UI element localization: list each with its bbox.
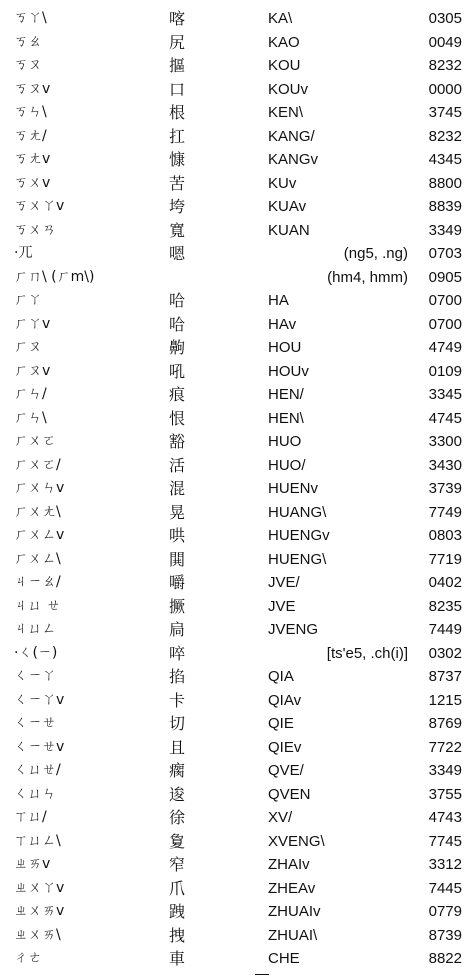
code-cell: 3349 xyxy=(428,762,462,779)
table-row xyxy=(0,783,468,807)
table-row xyxy=(0,900,468,924)
romanization-cell: XVENG\ xyxy=(268,832,325,850)
romanization-cell: ZHAIv xyxy=(268,856,310,873)
code-cell: 0109 xyxy=(428,362,462,380)
table-row xyxy=(0,712,468,736)
table-row xyxy=(0,266,468,290)
romanization-cell: ZHUAIv xyxy=(268,903,321,920)
code-cell: 7722 xyxy=(428,738,462,756)
code-cell: 4345 xyxy=(428,151,462,168)
table-row xyxy=(0,7,468,31)
zhuyin-cell: ㄏㄨㄥv xyxy=(14,527,65,543)
pronunciation-note: (ng5, .ng) xyxy=(343,245,408,262)
table-row xyxy=(0,618,468,642)
romanization-cell: HOU xyxy=(268,339,302,356)
character-cell: 逡 xyxy=(168,784,185,804)
zhuyin-cell: ㄎㄤv xyxy=(14,151,51,167)
character-cell: 恨 xyxy=(168,408,185,428)
table-row xyxy=(0,806,468,830)
code-cell: 0700 xyxy=(428,315,462,333)
zhuyin-cell: ㄐㄧㄠ/ xyxy=(14,574,61,590)
character-cell: 活 xyxy=(168,455,185,475)
table-row xyxy=(0,430,468,454)
table-row xyxy=(0,689,468,713)
table-row xyxy=(0,759,468,783)
zhuyin-cell: ㄔㄜ xyxy=(14,950,42,966)
character-cell: 哈 xyxy=(168,314,185,334)
code-cell: 3755 xyxy=(428,785,462,803)
character-cell: 混 xyxy=(168,479,185,498)
table-row xyxy=(0,571,468,595)
code-cell: 0703 xyxy=(428,245,462,262)
code-cell: 7719 xyxy=(428,550,462,568)
code-cell: 4743 xyxy=(428,809,462,826)
character-cell: 痕 xyxy=(168,385,185,404)
zhuyin-cell: ㄏㄣ/ xyxy=(14,386,47,402)
table-row xyxy=(0,947,468,971)
zhuyin-cell: ㄓㄞv xyxy=(14,856,51,872)
romanization-cell: KOUv xyxy=(268,80,309,98)
romanization-cell: HUANG\ xyxy=(268,503,327,521)
character-cell: 齁 xyxy=(168,338,185,357)
code-cell: 3300 xyxy=(428,433,462,450)
character-cell: 閧 xyxy=(168,549,185,569)
character-cell: 瘸 xyxy=(168,761,185,780)
zhuyin-cell: ㄏㄨㄛ xyxy=(14,433,56,449)
table-row xyxy=(0,595,468,619)
zhuyin-cell: ㄓㄨㄞ\ xyxy=(14,926,61,943)
zhuyin-cell: ㄑㄩㄝ/ xyxy=(14,762,61,778)
zhuyin-cell: ㄓㄨㄚv xyxy=(14,879,65,896)
character-cell: 爪 xyxy=(168,878,185,898)
character-cell: 寬 xyxy=(168,220,185,240)
table-row xyxy=(0,642,468,666)
zhuyin-cell: ㄐㄩㄥ xyxy=(14,621,56,637)
code-cell: 8839 xyxy=(428,198,462,215)
zhuyin-cell: ㄎㄡv xyxy=(14,80,51,97)
romanization-cell: KOU xyxy=(268,57,301,74)
zhuyin-cell: ㄒㄩㄥ\ xyxy=(14,832,61,849)
table-row xyxy=(0,78,468,102)
zhuyin-cell: ㄏㄇ\ (ㄏm\) xyxy=(14,268,95,285)
zhuyin-cell: ㄎㄠ xyxy=(14,33,42,50)
romanization-cell: XV/ xyxy=(268,809,293,826)
code-cell: 3745 xyxy=(428,104,462,121)
romanization-cell: HA xyxy=(268,292,289,309)
table-row xyxy=(0,383,468,407)
zhuyin-cell: ㄎㄡ xyxy=(14,57,42,73)
code-cell: 8737 xyxy=(428,668,462,685)
romanization-cell: KUv xyxy=(268,174,297,192)
table-row xyxy=(0,31,468,55)
romanization-cell: HUO/ xyxy=(268,456,306,474)
romanization-cell: KEN\ xyxy=(268,104,304,121)
zhuyin-cell: ㄎㄚ\ xyxy=(14,10,47,26)
code-cell: 0305 xyxy=(428,10,462,27)
character-cell: 扃 xyxy=(168,620,185,639)
zhuyin-cell: ㄐㄩ ㄝ xyxy=(14,597,61,614)
romanization-cell: KUAv xyxy=(268,198,307,215)
table-row xyxy=(0,125,468,149)
code-cell: 3430 xyxy=(428,456,462,474)
table-row xyxy=(0,548,468,572)
character-cell: 苦 xyxy=(168,173,185,193)
character-cell: 喀 xyxy=(168,9,185,28)
zhuyin-cell: ㄏㄡ xyxy=(14,339,42,355)
code-cell: 0700 xyxy=(428,292,462,309)
character-cell: 垮 xyxy=(168,197,185,216)
zhuyin-cell: ㄑㄧㄝ xyxy=(14,715,56,731)
character-cell: 撅 xyxy=(168,596,185,616)
code-cell: 0049 xyxy=(428,33,462,51)
character-cell: 拽 xyxy=(168,925,185,945)
zhuyin-cell: ·ㄫ xyxy=(14,245,33,261)
table-row xyxy=(0,360,468,384)
character-cell: 晃 xyxy=(168,502,185,522)
character-cell: 口 xyxy=(168,79,185,99)
zhuyin-cell: ㄎㄨㄚv xyxy=(14,198,65,214)
character-cell: 哄 xyxy=(168,526,185,545)
romanization-cell: HUENv xyxy=(268,480,319,497)
table-row xyxy=(0,242,468,266)
code-cell: 4745 xyxy=(428,409,462,427)
code-cell: 8232 xyxy=(428,57,462,74)
romanization-cell: QIAv xyxy=(268,691,302,709)
table-row xyxy=(0,477,468,501)
romanization-cell: JVE/ xyxy=(268,574,300,591)
table-row xyxy=(0,877,468,901)
code-cell: 0402 xyxy=(428,574,462,591)
table-row xyxy=(0,195,468,219)
character-cell: 根 xyxy=(168,103,185,122)
table-row xyxy=(0,736,468,760)
character-cell: 車 xyxy=(168,949,185,968)
code-cell: 7445 xyxy=(428,879,462,897)
zhuyin-cell: ㄑㄧㄝv xyxy=(14,738,65,755)
character-cell: 摳 xyxy=(168,56,185,75)
character-cell: 掐 xyxy=(168,667,185,686)
table-row xyxy=(0,219,468,243)
code-cell: 8739 xyxy=(428,926,462,944)
character-cell: 吼 xyxy=(168,361,185,381)
code-cell: 3312 xyxy=(428,856,462,873)
code-cell: 7749 xyxy=(428,503,462,521)
character-cell: 卡 xyxy=(168,690,185,710)
zhuyin-cell: ㄏㄣ\ xyxy=(14,409,47,426)
character-cell: 啐 xyxy=(168,643,185,663)
romanization-cell: JVENG xyxy=(268,621,319,638)
character-cell: 哈 xyxy=(168,291,185,310)
pronunciation-note: [ts'e5, .ch(i)] xyxy=(326,644,408,662)
code-cell: 8235 xyxy=(428,597,462,615)
zhuyin-cell: ㄒㄩ/ xyxy=(14,809,47,825)
table-row xyxy=(0,148,468,172)
table-row xyxy=(0,289,468,313)
romanization-cell: HEN/ xyxy=(268,386,304,403)
table-row xyxy=(0,454,468,478)
zhuyin-cell: ㄓㄨㄞv xyxy=(14,903,65,919)
code-cell: 0000 xyxy=(428,80,462,98)
table-row xyxy=(0,336,468,360)
romanization-cell: ZHUAI\ xyxy=(268,926,318,944)
table-row xyxy=(0,924,468,948)
table-row xyxy=(0,407,468,431)
pronunciation-note: (hm4, hmm) xyxy=(327,268,408,286)
code-cell: 8822 xyxy=(428,950,462,967)
romanization-cell: HUENGv xyxy=(268,527,330,544)
character-cell: 徐 xyxy=(168,808,185,827)
code-cell: 0905 xyxy=(428,268,462,286)
zhuyin-cell: ㄑㄩㄣ xyxy=(14,785,56,802)
romanization-cell: KANG/ xyxy=(268,127,315,145)
character-cell: 尻 xyxy=(168,32,185,52)
table-row xyxy=(0,830,468,854)
zhuyin-cell: ㄏㄚ xyxy=(14,292,42,308)
romanization-cell: HEN\ xyxy=(268,409,304,427)
zhuyin-cell: ㄎㄤ/ xyxy=(14,127,47,144)
zhuyin-cell: ㄎㄣ\ xyxy=(14,104,47,120)
code-cell: 0302 xyxy=(428,644,462,662)
romanization-cell: QIA xyxy=(268,668,294,685)
code-cell: 0803 xyxy=(428,527,462,544)
romanization-cell: ZHEAv xyxy=(268,879,316,897)
character-cell: 跩 xyxy=(168,902,185,921)
character-cell: 豁 xyxy=(168,432,185,451)
zhuyin-cell: ㄏㄡv xyxy=(14,362,51,379)
zhuyin-cell: ㄏㄚv xyxy=(14,315,51,332)
character-cell: 夐 xyxy=(168,831,185,851)
code-cell: 8769 xyxy=(428,715,462,732)
code-cell: 3739 xyxy=(428,480,462,497)
romanization-cell: KA\ xyxy=(268,10,293,27)
code-cell: 7449 xyxy=(428,621,462,638)
table-row xyxy=(0,665,468,689)
table-row xyxy=(0,101,468,125)
romanization-cell: KANGv xyxy=(268,151,319,168)
table-row xyxy=(0,54,468,78)
code-cell: 7745 xyxy=(428,832,462,850)
zhuyin-cell: ㄏㄨㄤ\ xyxy=(14,503,61,520)
romanization-cell: CHE xyxy=(268,950,300,967)
code-cell: 3345 xyxy=(428,386,462,403)
character-cell: 且 xyxy=(168,737,185,757)
romanization-cell: HAv xyxy=(268,315,297,333)
romanization-cell: QVEN xyxy=(268,785,311,803)
character-cell: 窄 xyxy=(168,855,185,874)
romanization-cell: KAO xyxy=(268,33,300,51)
table-row xyxy=(0,501,468,525)
romanization-cell: QIE xyxy=(268,715,294,732)
table-row xyxy=(0,313,468,337)
code-cell: 8800 xyxy=(428,174,462,192)
romanization-cell: HOUv xyxy=(268,362,309,380)
code-cell: 0779 xyxy=(428,903,462,920)
zhuyin-cell: ㄎㄨv xyxy=(14,174,51,191)
code-cell: 8232 xyxy=(428,127,462,145)
table-row xyxy=(0,172,468,196)
code-cell: 3349 xyxy=(428,221,462,239)
character-cell: 扛 xyxy=(168,126,185,146)
romanization-cell: JVE xyxy=(268,597,296,615)
zhuyin-cell: ㄏㄨㄥ\ xyxy=(14,550,61,567)
table-row xyxy=(0,853,468,877)
character-cell: 慷 xyxy=(168,150,185,169)
code-cell: 1215 xyxy=(428,691,462,709)
character-cell: 切 xyxy=(168,714,185,733)
character-cell: 嗯 xyxy=(168,244,185,263)
table-row xyxy=(0,524,468,548)
zhuyin-cell: ·ㄑ(ㄧ) xyxy=(14,644,58,661)
romanization-cell: HUO xyxy=(268,433,302,450)
romanization-cell: HUENG\ xyxy=(268,550,327,568)
zhuyin-cell: ㄏㄨㄛ/ xyxy=(14,456,61,473)
character-cell: 嚼 xyxy=(168,573,185,592)
romanization-cell: QVE/ xyxy=(268,762,304,779)
zhuyin-cell: ㄑㄧㄚ xyxy=(14,668,56,684)
romanization-cell: KUAN xyxy=(268,221,310,239)
zhuyin-cell: ㄎㄨㄢ xyxy=(14,221,56,238)
code-cell: 4749 xyxy=(428,339,462,356)
zhuyin-cell: ㄑㄧㄚv xyxy=(14,691,65,708)
romanization-cell: QIEv xyxy=(268,738,302,756)
underline-mark xyxy=(255,974,269,975)
zhuyin-cell: ㄏㄨㄣv xyxy=(14,480,65,496)
